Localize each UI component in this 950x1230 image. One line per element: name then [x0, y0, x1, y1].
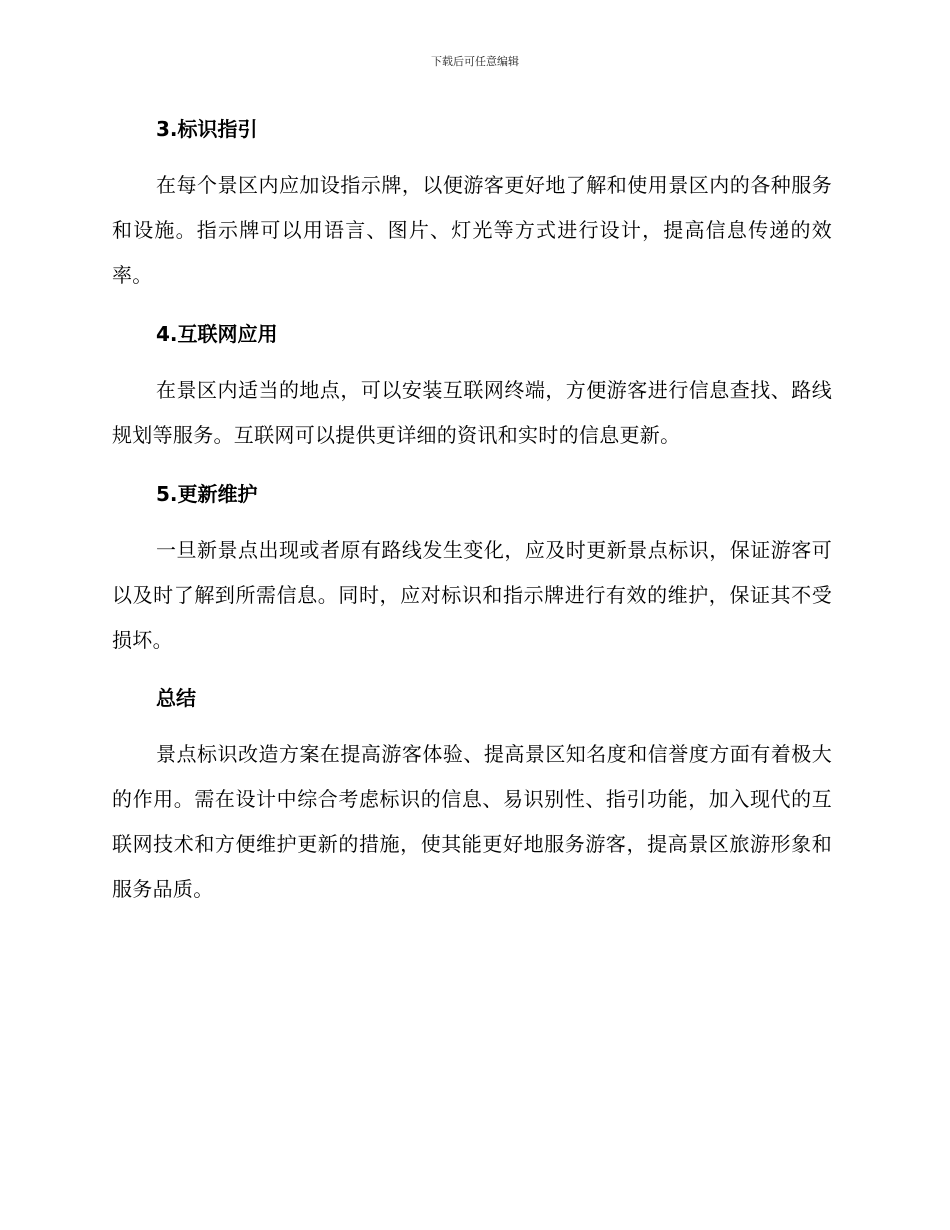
- section-heading-signage-guidance: 3.标识指引: [156, 117, 258, 141]
- section-paragraph-signage-guidance: 在每个景区内应加设指示牌，以便游客更好地了解和使用景区内的各种服务和设施。指示牌可以用语言、图片、灯光等方式进行设计，提高信息传递的效率。: [112, 173, 832, 287]
- section-paragraph-summary: 景点标识改造方案在提高游客体验、提高景区知名度和信誉度方面有着极大的作用。需在设计中综合考虑标识的信息、易识别性、指引功能，加入现代的互联网技术和方便维护更新的措施，使其能更好地服务游客，提高景区旅游形象和服务品质。: [112, 742, 832, 901]
- section-heading-summary: 总结: [156, 686, 196, 710]
- section-heading-update-maintenance: 5.更新维护: [156, 482, 258, 506]
- section-paragraph-internet-application: 在景区内适当的地点，可以安装互联网终端，方便游客进行信息查找、路线规划等服务。互联网可以提供更详细的资讯和实时的信息更新。: [112, 378, 832, 447]
- page-header-note: 下载后可任意编辑: [431, 55, 519, 68]
- section-heading-internet-application: 4.互联网应用: [156, 322, 278, 346]
- section-paragraph-update-maintenance: 一旦新景点出现或者原有路线发生变化，应及时更新景点标识，保证游客可以及时了解到所需信息。同时，应对标识和指示牌进行有效的维护，保证其不受损坏。: [112, 538, 832, 652]
